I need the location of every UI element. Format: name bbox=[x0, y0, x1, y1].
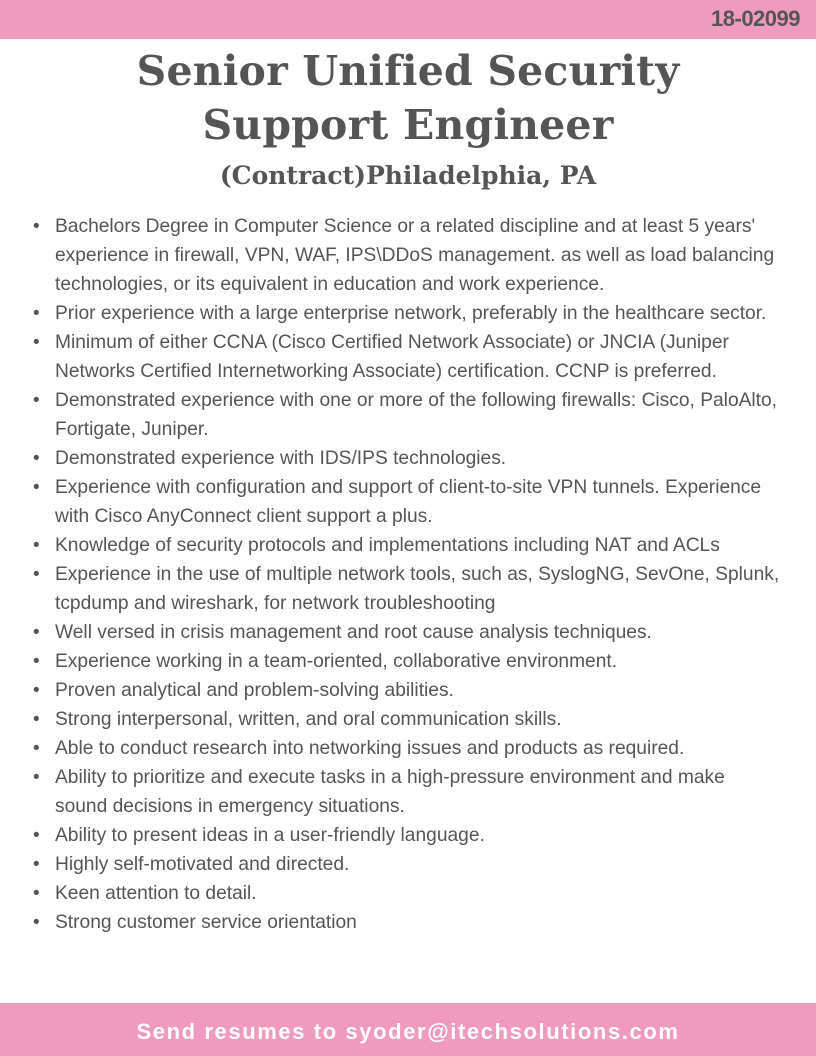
contact-text: Send resumes to syoder@itechsolutions.com bbox=[136, 1019, 680, 1044]
requirement-item bbox=[33, 531, 781, 560]
requirement-item bbox=[33, 763, 781, 821]
requirement-text: Prior experience with a large enterprise network, preferably in the healthcare sector. bbox=[55, 303, 767, 324]
requirement-text: Experience with configuration and support of client-to-site VPN tunnels. Experience with Cisco AnyConnect client support a plus. bbox=[55, 477, 762, 527]
job-title: Senior Unified Security Support Engineer bbox=[136, 47, 680, 149]
requirement-item bbox=[33, 676, 781, 705]
requirement-text: Well versed in crisis management and root cause analysis techniques. bbox=[55, 622, 652, 643]
requirement-text: Able to conduct research into networking issues and products as required. bbox=[55, 738, 685, 759]
requirement-text: Ability to prioritize and execute tasks in a high-pressure environment and make sound decisions in emergency situations. bbox=[55, 767, 725, 817]
requirement-text: Knowledge of security protocols and implementations including NAT and ACLs bbox=[55, 535, 720, 556]
requirement-item bbox=[33, 560, 781, 618]
requirement-item bbox=[33, 850, 781, 879]
requirements-list bbox=[33, 212, 781, 937]
bullet-icon: • bbox=[33, 651, 40, 672]
bullet-icon: • bbox=[33, 912, 40, 933]
bullet-icon: • bbox=[33, 854, 40, 875]
requirement-text: Demonstrated experience with IDS/IPS technologies. bbox=[55, 448, 507, 469]
requirement-item bbox=[33, 444, 781, 473]
requirement-text: Experience in the use of multiple network tools, such as, SyslogNG, SevOne, Splunk, tcpdump and wireshark, for network troubleshooting bbox=[55, 564, 780, 614]
requirement-text: Proven analytical and problem-solving abilities. bbox=[55, 680, 454, 701]
requirement-item bbox=[33, 618, 781, 647]
requirement-item bbox=[33, 647, 781, 676]
bullet-icon: • bbox=[33, 622, 40, 643]
requirement-item bbox=[33, 705, 781, 734]
requirement-item bbox=[33, 386, 781, 444]
requirement-item bbox=[33, 908, 781, 937]
requirement-item bbox=[33, 299, 781, 328]
bullet-icon: • bbox=[33, 883, 40, 904]
requirement-item bbox=[33, 734, 781, 763]
bullet-icon: • bbox=[33, 535, 40, 556]
requirement-text: Minimum of either CCNA (Cisco Certified Network Associate) or JNCIA (Juniper Networks Certified Internetworking Associate) certification. CCNP is preferred. bbox=[55, 332, 729, 382]
requirement-text: Keen attention to detail. bbox=[55, 883, 257, 904]
bullet-icon: • bbox=[33, 303, 40, 324]
requirement-text: Demonstrated experience with one or more of the following firewalls: Cisco, PaloAlto, Fortigate, Juniper. bbox=[55, 390, 778, 440]
top-banner bbox=[0, 0, 816, 39]
requirement-item bbox=[33, 879, 781, 908]
requirement-item bbox=[33, 328, 781, 386]
requirement-item bbox=[33, 473, 781, 531]
footer-banner bbox=[0, 1003, 816, 1056]
bullet-icon: • bbox=[33, 738, 40, 759]
requirement-text: Experience working in a team-oriented, collaborative environment. bbox=[55, 651, 618, 672]
requirement-text: Bachelors Degree in Computer Science or a related discipline and at least 5 years' experience in firewall, VPN, WAF, IPS\DDoS management. as well as load balancing technologies, or its equivalent in education and work experience. bbox=[55, 216, 775, 295]
bullet-icon: • bbox=[33, 564, 40, 585]
bullet-icon: • bbox=[33, 680, 40, 701]
bullet-icon: • bbox=[33, 390, 40, 411]
bullet-icon: • bbox=[33, 767, 40, 788]
requirement-text: Strong interpersonal, written, and oral communication skills. bbox=[55, 709, 562, 730]
bullet-icon: • bbox=[33, 825, 40, 846]
requirement-text: Strong customer service orientation bbox=[55, 912, 357, 933]
job-subtitle: (Contract)Philadelphia, PA bbox=[219, 161, 597, 190]
requirement-text: Highly self-motivated and directed. bbox=[55, 854, 350, 875]
requirement-item bbox=[33, 212, 781, 299]
bullet-icon: • bbox=[33, 332, 40, 353]
bullet-icon: • bbox=[33, 216, 40, 237]
bullet-icon: • bbox=[33, 477, 40, 498]
job-id: 18-02099 bbox=[711, 6, 800, 31]
bullet-icon: • bbox=[33, 709, 40, 730]
requirement-text: Ability to present ideas in a user-friendly language. bbox=[55, 825, 485, 846]
bullet-icon: • bbox=[33, 448, 40, 469]
requirement-item bbox=[33, 821, 781, 850]
